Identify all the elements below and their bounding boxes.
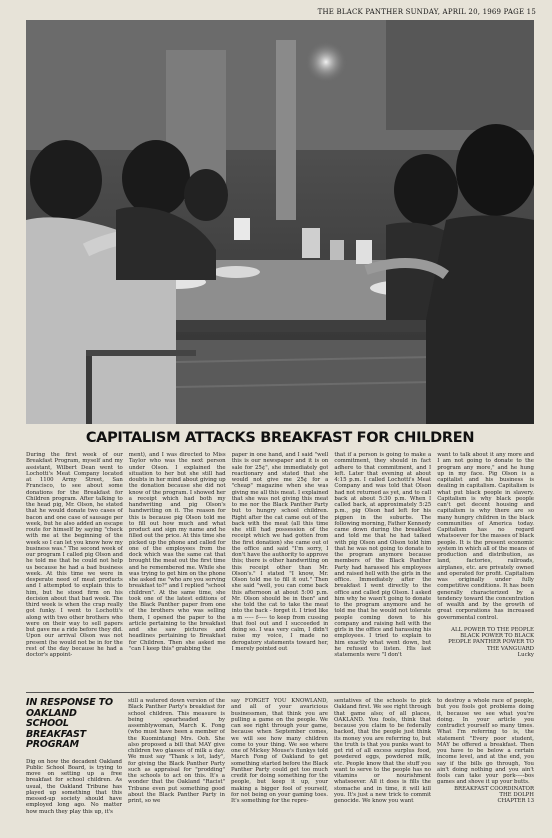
sidebar-title: IN RESPONSE TO OAKLAND SCHOOL BREAKFAST PROGRAM [26,697,113,750]
page-header: THE BLACK PANTHER SUNDAY, APRIL 20, 1969 PAGE 15 [317,8,536,16]
article-column-5 [437,452,534,690]
article-signature: Lucky [517,651,534,658]
signature-chapter: CHAPTER 13 [497,798,534,804]
breakfast-photo-icon [26,20,534,424]
article-column-2: ment), and I was directed to Miss Taylor who was the next person under Olson. I explained the situation to her but she still had doubts in her mind about giving up the donation because she did not know of the program. I showed her a receipt which had both my handwriting and pig Olson's handwriting on it. The reason for this is because pig Olson told me to fill out how much and what product and sign my name and he filled out the price. At this time she picked up the phone and called for one of the employees from the dock which was the same cat that brought the meat out the first time and he remembered me. While she was trying to get him on the phone she asked me "who are you serving breakfast to?" and I replied "school children". At the same time, she took one of the latest editions of the Black Panther paper from one of the brothers who was selling them, I opened the paper to the article pertaining to the breakfast and she saw pictures and headlines pertaining to Breakfast for Children. Then she asked me "can I keep this" grabbing the [128,452,226,652]
article-columns [26,452,534,690]
closing-slogan: ALL POWER TO THE PEOPLE BLACK POWER TO BLACK PEOPLE PANTHER POWER TO THE VANGUARD [448,626,534,652]
second-column-4 [437,698,534,832]
breakfast-photo [26,20,534,424]
second-column-1: still a watered down version of the Black Panther Party's breakfast for school children. This measure is being spearheaded by assemblywoman, March K. Fong (who must have been a member of the Kuomintang) Mrs. Ooh. She also proposed a bill that MAY give children two glasses of milk a day. We must say "Thank s lot, lady", for giving the Black Panther Party such as appraisal for "prodding" the schools to act on this. It's a wonder that the Oakland "Racist" Tribune even put something good about the Black Panther Party in print, so we [128,698,225,804]
article-column-3: paper in one hand, and I said "well this is our newspaper and it is on sale for 25¢", she immediately got reactionary and stated that she would not give me 25¢ for a "cheap" magazine when she was giving me all this meat. I explained that she was not giving this meat to me nor the Black Panther Party but to hungry school children. Right after the cat came out of the back with the meat (all this time she still had possession of the receipt which we had gotten from the first donation) she came out of the office and said "I'm sorry, I don't have the authority to approve this; there is other handwriting on this receipt other than Mr. Olson's." I stated "I know, Mr. Olson told me to fill it out." Then she said "well, you can come back this afternoon at about 5:00 p.m. Mr. Olson should be in then" and she told the cat to take the meat into the back - forget it. I tried like a m ----- f----- to keep from cussing that fool out and I succeeded in doing so. I was very calm, I didn't raise my voice, I made no derogatory statements toward her, I merely pointed out [231,452,329,652]
sidebar-article [26,698,122,830]
second-column-4-text: to destroy a whole race of people, but you fools got problems doing it, because we see what you're doing. In your article you contradict yourself so many times. What I'm referring to is, the statement "Every poor student, MAY be offered a breakfast. Then you have to be below a certain income level, and at the end, you say if the bills go through, You ain't doing nothing and you ain't fools can take your pork-----bos games and shove it up your butts. [437,698,534,786]
article-column-5-text: want to talk about it any more and I am not going to donate to the program any more," and he hung up in my face. Pig Olson is a capitalist and his business is dealing in capitalism. Capitalism is what put black people in slavery. Capitalism is why black people can't get decent housing and capitalism is why there are so many hungry children in the black communities of America today. Capitalism has no regard whatsoever for the masses of black people. It is the present economic system in which all of the means of production and distribution, as land, factories, railroads, airplanes, etc. are privately owned and operated for profit. Capitalism was originally under fully competitive conditions. It has been generally characterized by a tendency toward the concentration of wealth and by the growth of great corporations has increased governmental control. [437,452,534,621]
second-article-columns [128,698,534,832]
article-column-4: that if a person is going to make a commitment, they should in fact adhere to that commitment, and I left. Later that evening at about 4:15 p.m. I called Lochotti's Meat Company and was told that Olson had not returned as yet, and to call back at about 5:30 p.m. When I called back, at approximately 5:25 p.m., pig Olson had left for his pigpen in the suburbs. The following morning, Father Kennedy came down during the breakfast and told me that he had talked with pig Olson and Olson told him that he was not going to donate to the program anymore because members of the Black Panther Party had harassed his employees and raised hell with the girls in the office. Immediately after the breakfast I went directly to the office and called pig Olson. I asked him why he wasn't going to donate to the program anymore and he told me that he would not tolerate people coming down to his company and raising hell with the girls in the office and harassing his employees. I tried to explain to him exactly what went down, but he refused to listen. His last statements were "I don't [334,452,432,658]
sidebar-body: Dig on how the decadent Oakland Public School Board, is trying to move on setting up a free breakfast for school children. As usual, the Oakland Tribune has played up something that this messed-up society should have employed long ago. No matter how much they play this up, it's [26,758,122,815]
signature-role: BREAKFAST COORDINATOR [454,785,534,792]
signature-name: THE DOLPH [499,791,534,798]
section-divider [26,692,534,693]
second-column-2: say FORGET YOU KNOWLAND, and all of your avaricious businessmen, that think you are pulling a game on the people. We can see right through your game, because when September comes, we will see how many children come to your thing. We see where one of Mickey Mouse's flunkys told March Fong of Oakland to get something started before the Black Panther Party could get too much credit for doing something for the people, but keep it up, your making a bigger fool of yourself, for not being on your gaming toes. It's something for the repre- [231,698,328,804]
second-column-3: sentatives of the schools to pick Oakland first. We see right through that game also; of all places, OAKLAND. You fools, think that because you claim to be federally backed, that the people just think its money you are referring to, but the truth is that you punks want to get rid of all excess surplus food, powdered eggs, powdered milk, etc. People know that the stuff you want to serve to the people has no vitamins or nourishment whatsoever. All it does is fills the stomache and in time, it will kill you. It's just a new trick to commit genocide. We know you want [334,698,431,804]
headline: CAPITALISM ATTACKS BREAKFAST FOR CHILDREN [85,430,475,446]
article-column-1: During the first week of our Breakfast Program, myself and my assistant, Wilbert Dean went to Lochotti's Meat Company located at 1100 Army Street, San Francisco, to see about some donations for the Breakfast for Children program. After talking to the head pig, Mr. Olson, he stated that he would donate two cases of bacon and one case of sausage per week, but he also added an escape route for himself by saying "check with me at the beginning of the week so I can let you know how my business was." The second week of our program I called pig Olson and he told me that he could not help us because he had a bad business week. At this time we were in desperate need of meat products and I attempted to explain this to him, but he stood firm on his decision about that bad week. The third week is when the crap really got funky. I went to Lochotti's along with two other brothers who were on their way to sell papers but gave me a ride before they did. Upon our arrival Olson was not present (he would not be in for the rest of the day because he had a doctor's appoint- [26,452,123,658]
